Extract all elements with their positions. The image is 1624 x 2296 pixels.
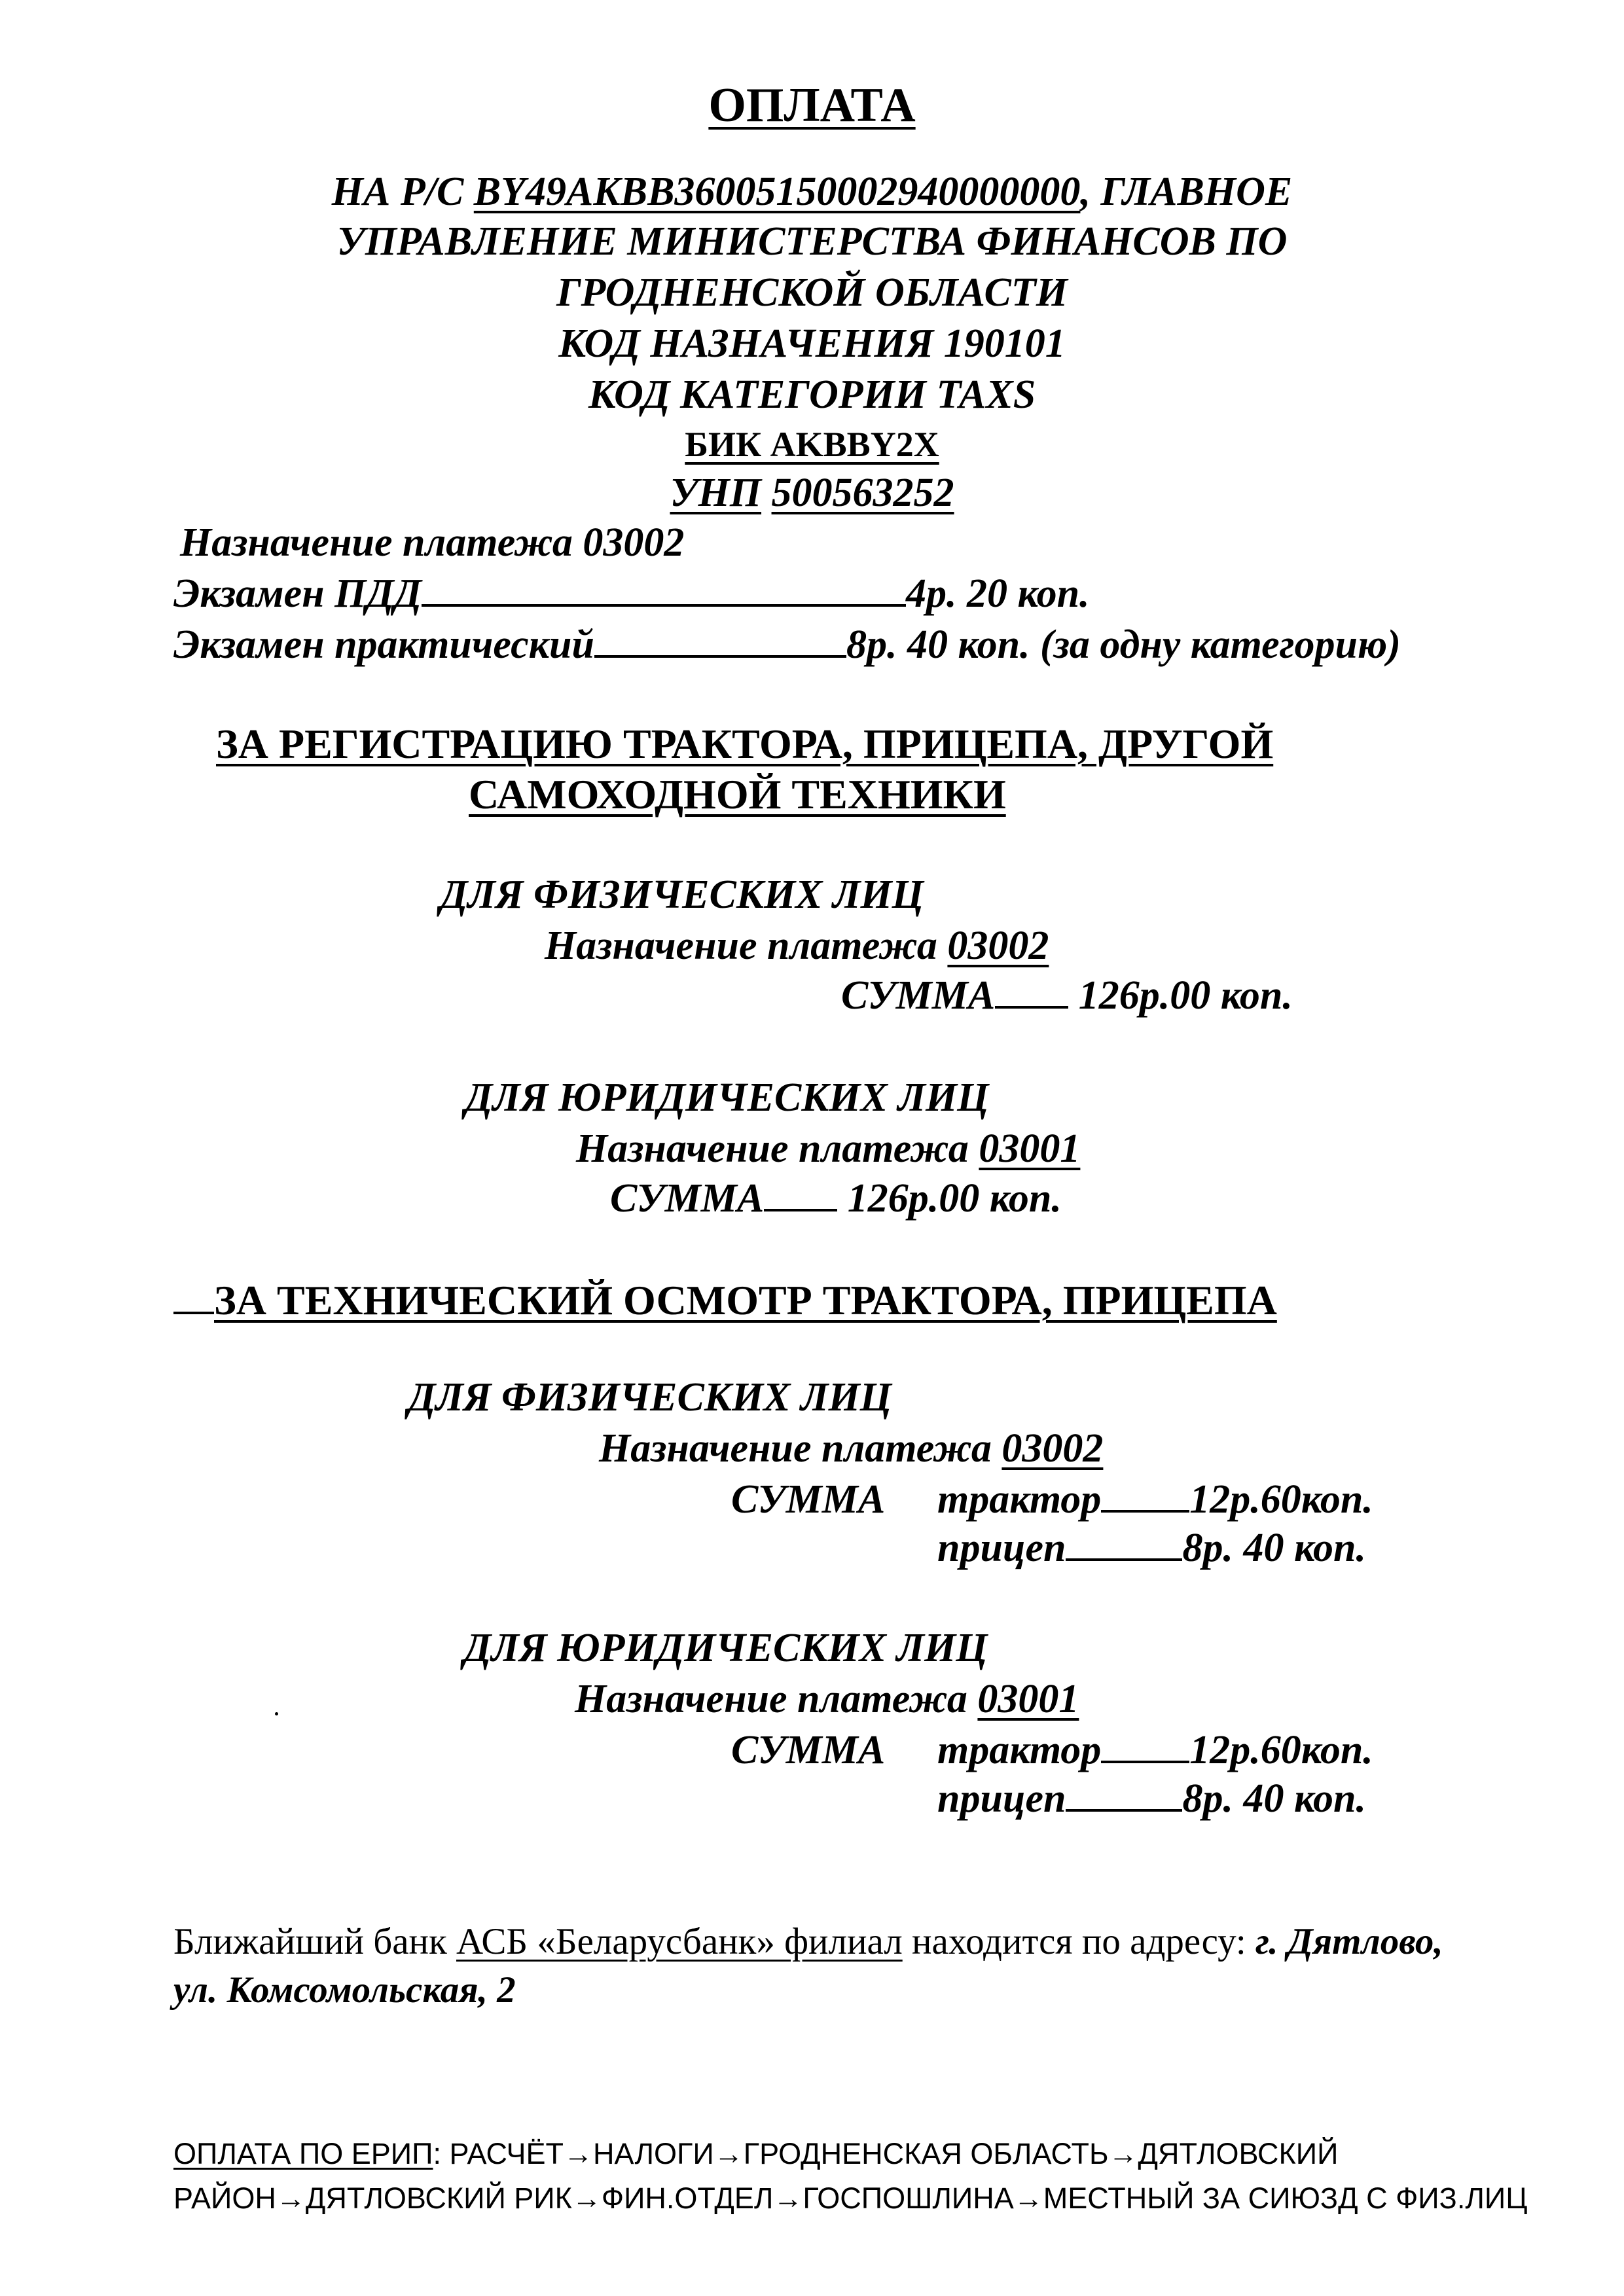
inspection-heading: ЗА ТЕХНИЧЕСКИЙ ОСМОТР ТРАКТОРА, ПРИЦЕПА [214, 1277, 1277, 1323]
blank-rule [422, 603, 906, 607]
bank-prefix: Ближайший банк [173, 1921, 457, 1962]
reg-legal-purpose [576, 1128, 1080, 1169]
blank-rule [594, 655, 846, 658]
exam-practical-amount: 8р. 40 коп. (за одну категорию) [846, 622, 1401, 667]
erip-path-1: : РАСЧЁТ→НАЛОГИ→ГРОДНЕНСКАЯ ОБЛАСТЬ→ДЯТЛОВСКИЙ [433, 2137, 1339, 2170]
tractor-label: трактор [937, 1477, 1102, 1522]
registration-heading-2: САМОХОДНОЙ ТЕХНИКИ [469, 771, 1006, 817]
bank-city: г. Дятлово, [1255, 1921, 1443, 1962]
insp-individuals-trailer [937, 1528, 1366, 1568]
unp-value: 500563252 [771, 471, 954, 515]
insp-legal-sum-label: СУММА [731, 1728, 886, 1772]
recipient-line-2: УПРАВЛЕНИЕ МИНИСТЕРСТВА ФИНАНСОВ ПО [336, 219, 1288, 264]
insp-individuals-tractor [937, 1479, 1373, 1520]
exam-practical-label: Экзамен практический [173, 622, 595, 667]
insp-legal-tractor [937, 1730, 1373, 1770]
purpose-label: Назначение платежа [576, 1126, 979, 1171]
bank-name: АСБ «Беларусбанк» филиал [456, 1921, 903, 1962]
insp-individuals-sum-label: СУММА [731, 1477, 886, 1522]
exam-practical-line [173, 624, 1401, 665]
reg-individuals-label: ДЛЯ ФИЗИЧЕСКИХ ЛИЦ [440, 872, 924, 917]
exam-pdd-amount: 4р. 20 коп. [906, 571, 1090, 616]
exam-pdd-line [173, 573, 1090, 614]
account-line [0, 171, 1624, 212]
sum-value: 126р.00 коп. [1078, 973, 1293, 1018]
stray-dot [275, 1712, 278, 1715]
exam-pdd-label: Экзамен ПДД [173, 571, 422, 616]
purpose-code: КОД НАЗНАЧЕНИЯ 190101 [558, 321, 1066, 366]
insp-legal-purpose [575, 1679, 1079, 1719]
reg-legal-sum [610, 1178, 1062, 1219]
purpose-code: 03002 [947, 924, 1049, 968]
tractor-value: 12р.60коп. [1189, 1728, 1373, 1772]
bank-middle: находится по адресу: [902, 1921, 1256, 1962]
purpose-label: Назначение платежа [599, 1426, 1002, 1471]
insp-individuals-label: ДЛЯ ФИЗИЧЕСКИХ ЛИЦ [408, 1375, 892, 1420]
tractor-label: трактор [937, 1728, 1102, 1772]
blank-rule [1066, 1558, 1182, 1561]
insp-individuals-purpose [599, 1428, 1103, 1469]
trailer-label: прицеп [937, 1776, 1066, 1821]
trailer-value: 8р. 40 коп. [1182, 1776, 1366, 1821]
erip-label: ОПЛАТА ПО ЕРИП [173, 2137, 433, 2170]
blank-rule [173, 1311, 214, 1314]
purpose-code: 03001 [977, 1677, 1079, 1721]
reg-legal-label: ДЛЯ ЮРИДИЧЕСКИХ ЛИЦ [465, 1075, 989, 1120]
purpose-label: Назначение платежа [575, 1677, 978, 1721]
bik: БИК AKBBY2X [685, 425, 939, 464]
account-number: BY49AKBB36005150002940000000 [473, 170, 1081, 214]
account-prefix: НА Р/С [331, 170, 474, 214]
trailer-value: 8р. 40 коп. [1182, 1526, 1366, 1570]
blank-rule [1101, 1760, 1189, 1763]
purpose-code: 03002 [1001, 1426, 1104, 1471]
reg-individuals-purpose [545, 925, 1049, 966]
unp-line [0, 473, 1624, 513]
purpose-label: Назначение платежа [545, 924, 948, 968]
recipient-line-3: ГРОДНЕНСКОЙ ОБЛАСТИ [556, 270, 1068, 315]
unp-label: УНП [670, 471, 762, 515]
sum-label: СУММА [841, 973, 996, 1018]
insp-legal-trailer [937, 1778, 1366, 1819]
purpose-code: 03001 [979, 1126, 1081, 1171]
bank-street: ул. Комсомольская, 2 [173, 1969, 516, 2011]
tractor-value: 12р.60коп. [1189, 1477, 1373, 1522]
account-suffix: , ГЛАВНОЕ [1080, 170, 1293, 214]
insp-legal-label: ДЛЯ ЮРИДИЧЕСКИХ ЛИЦ [463, 1626, 988, 1670]
registration-heading-1: ЗА РЕГИСТРАЦИЮ ТРАКТОРА, ПРИЦЕПА, ДРУГОЙ [216, 721, 1274, 767]
page-title: ОПЛАТА [708, 79, 916, 132]
inspection-heading-line [173, 1277, 1277, 1323]
sum-value: 126р.00 коп. [847, 1176, 1062, 1221]
category-code: КОД КАТЕГОРИИ TAXS [588, 372, 1036, 417]
trailer-label: прицеп [937, 1526, 1066, 1570]
erip-line-2: РАЙОН→ДЯТЛОВСКИЙ РИК→ФИН.ОТДЕЛ→ГОСПОШЛИНА→МЕСТНЫЙ ЗА СИЮЗД С ФИЗ.ЛИЦ [173, 2181, 1528, 2215]
reg-individuals-sum [841, 975, 1293, 1016]
sum-label: СУММА [610, 1176, 765, 1221]
erip-line-1 [173, 2139, 1338, 2168]
bank-line [173, 1923, 1443, 1960]
blank-rule [1066, 1808, 1182, 1812]
blank-rule [764, 1208, 837, 1211]
blank-rule [1101, 1509, 1189, 1513]
blank-rule [995, 1005, 1068, 1009]
exam-purpose: Назначение платежа 03002 [180, 520, 685, 565]
